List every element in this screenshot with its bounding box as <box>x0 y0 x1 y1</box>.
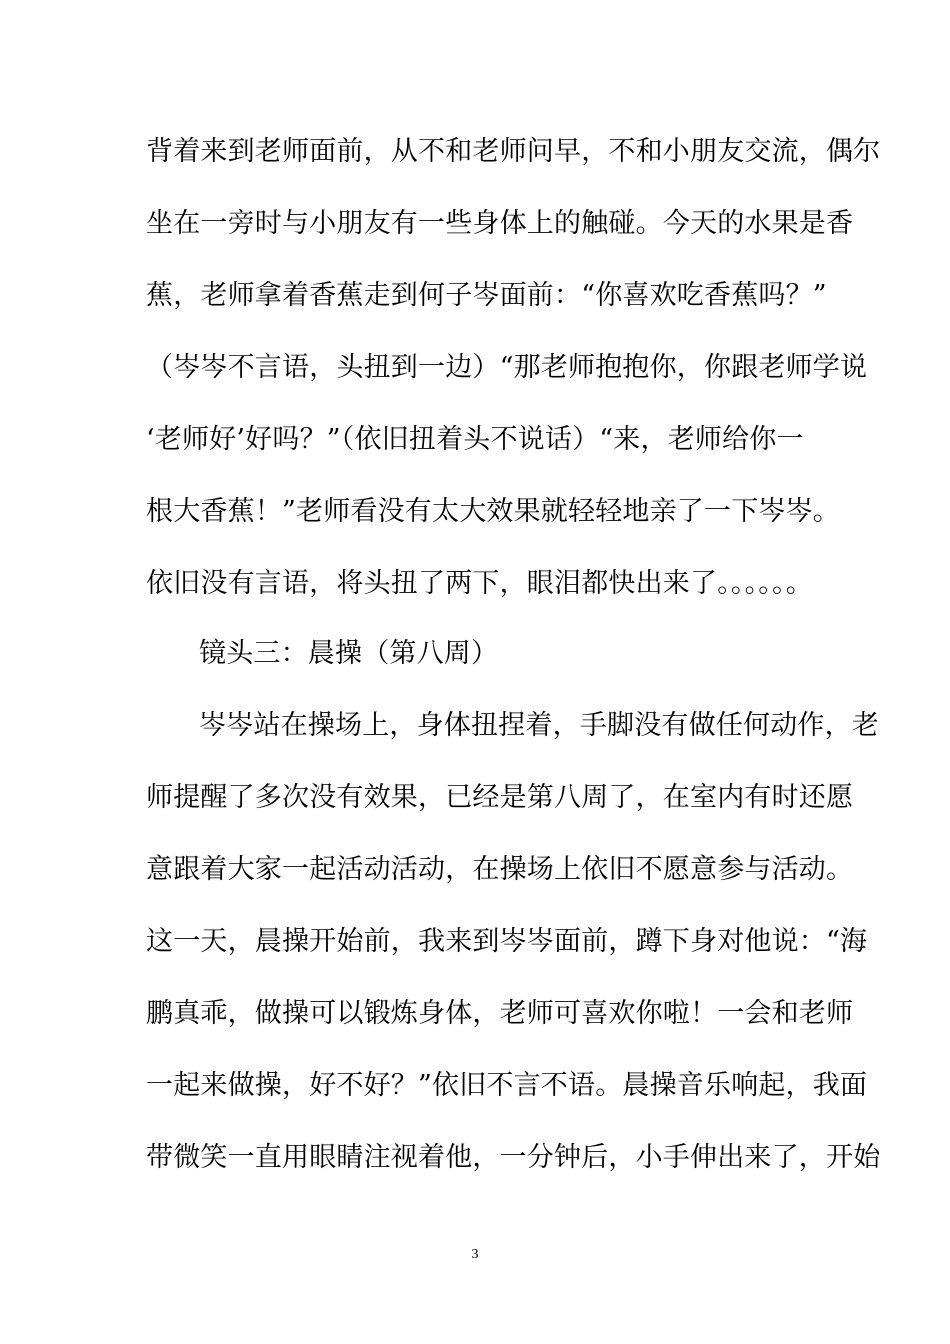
text-line-3: 蕉，老师拿着香蕉走到何子岑面前：“你喜欢吃香蕉吗？” <box>146 280 827 311</box>
section-heading: 镜头三：晨操（第八周） <box>199 638 499 669</box>
text-line-12: 这一天，晨操开始前，我来到岑岑面前，蹲下身对他说：“海 <box>146 926 868 957</box>
text-line-10: 师提醒了多次没有效果，已经是第八周了，在室内有时还愿 <box>146 782 854 813</box>
text-line-13: 鹏真乖，做操可以锻炼身体，老师可喜欢你啦！一会和老师 <box>146 998 854 1029</box>
page-number: 3 <box>471 1247 479 1262</box>
text-line-14: 一起来做操，好不好？”依旧不言不语。晨操音乐响起，我面 <box>146 1070 868 1101</box>
text-line-15: 带微笑一直用眼睛注视着他，一分钟后，小手伸出来了，开始 <box>146 1142 881 1173</box>
text-line-1: 背着来到老师面前，从不和老师问早，不和小朋友交流，偶尔 <box>146 136 881 167</box>
text-line-11: 意跟着大家一起活动活动，在操场上依旧不愿意参与活动。 <box>146 854 854 885</box>
text-line-4: （岑岑不言语，头扭到一边）“那老师抱抱你，你跟老师学说 <box>146 352 868 383</box>
text-line-7: 依旧没有言语，将头扭了两下，眼泪都快出来了。。。。。。 <box>146 568 813 599</box>
text-line-9: 岑岑站在操场上，身体扭捏着，手脚没有做任何动作，老 <box>199 710 879 741</box>
text-line-5: ‘老师好’好吗？”（依旧扭着头不说话）“来，老师给你一 <box>146 424 804 455</box>
text-line-6: 根大香蕉！”老师看没有太大效果就轻轻地亲了一下岑岑。 <box>146 496 841 527</box>
text-line-2: 坐在一旁时与小朋友有一些身体上的触碰。今天的水果是香 <box>146 208 854 239</box>
